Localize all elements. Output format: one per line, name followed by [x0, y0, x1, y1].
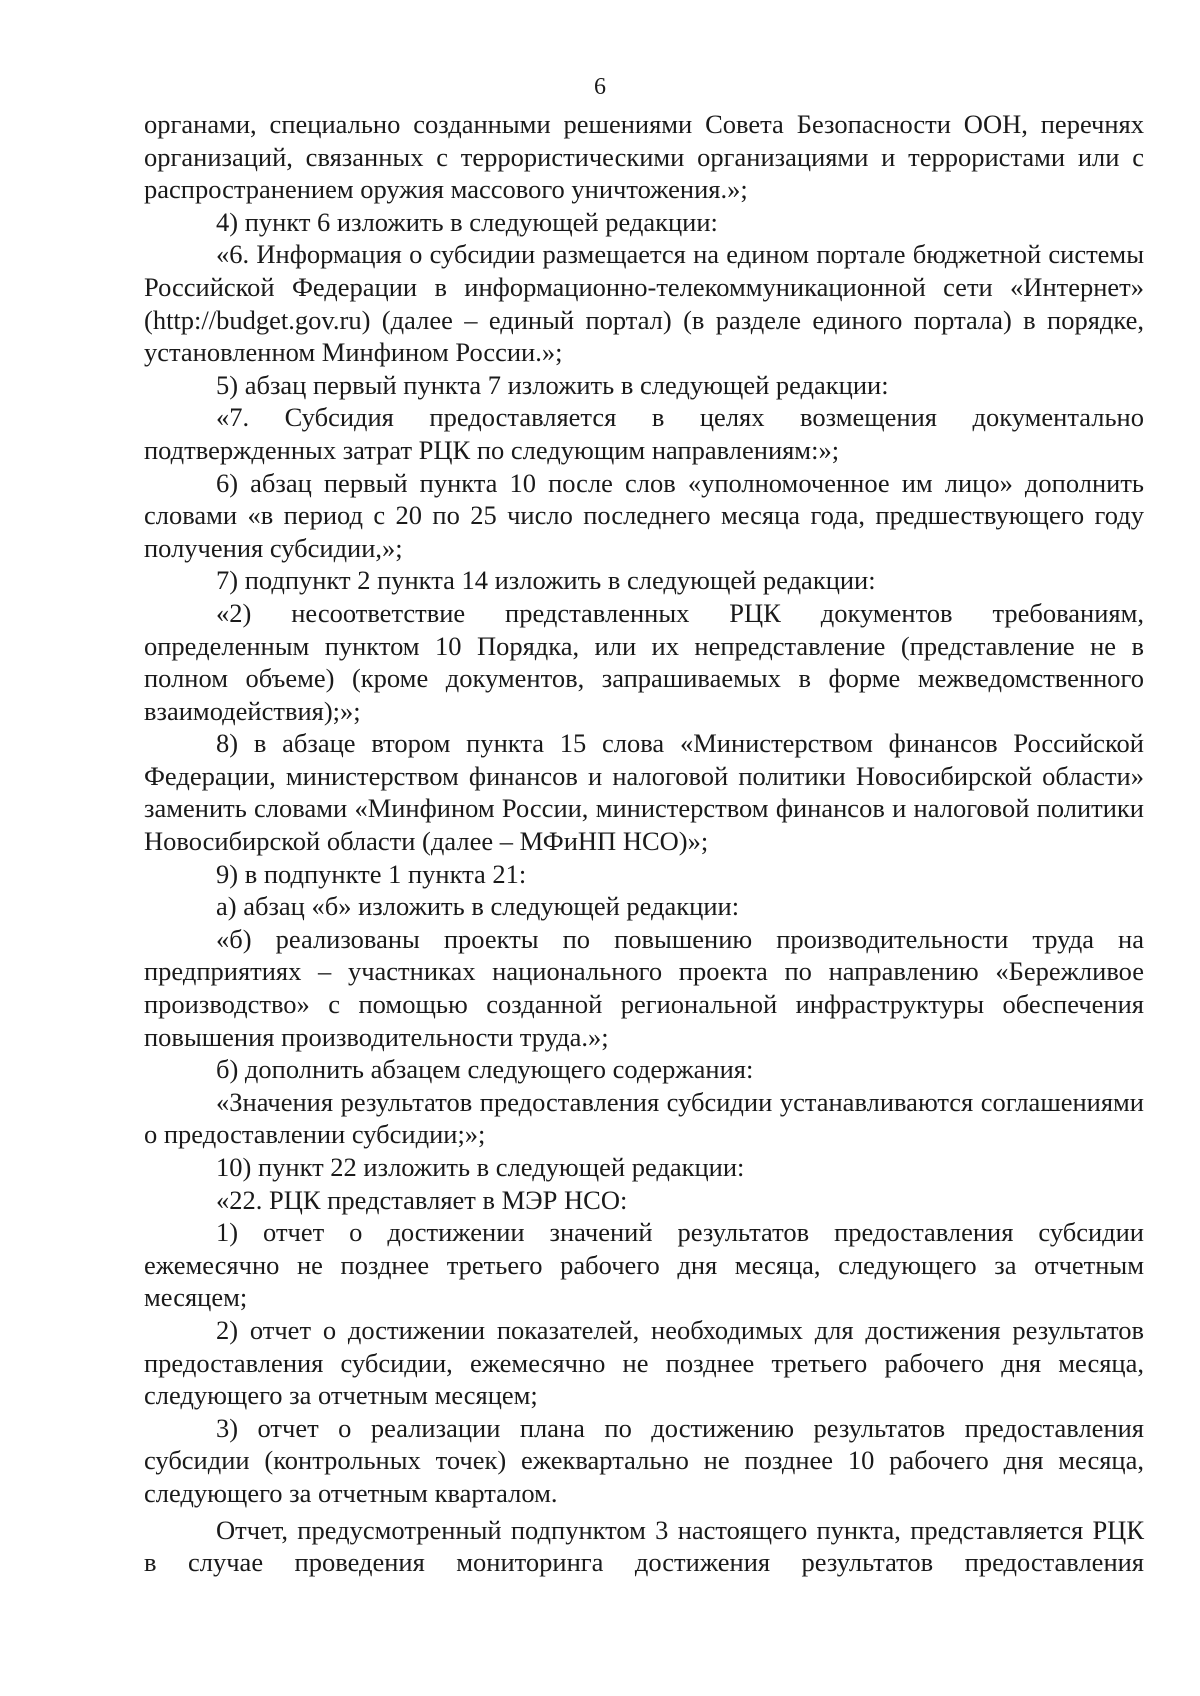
paragraph: 3) отчет о реализации плана по достижению результатов предоставления субсидии (контрольных точек) ежеквартально не позднее 10 рабочего дня месяца, следующего за отчетным кварталом. — [144, 1412, 1144, 1508]
paragraph: органами, специально созданными решениями Совета Безопасности ООН, перечнях организаций, связанных с террористическими организациями и террористами или с распространением оружия массового уничтожения.»; — [144, 109, 1144, 205]
paragraph: «6. Информация о субсидии размещается на едином портале бюджетной системы Российской Федерации в информационно-телекоммуникационной сети «Интернет» (http://budget.gov.ru) (далее – единый портал) (в разделе единого портала) в порядке, установленном Минфином России.»; — [144, 239, 1144, 368]
paragraph: 8) в абзаце втором пункта 15 слова «Министерством финансов Российской Федерации, министерством финансов и налоговой политики Новосибирской области» заменить словами «Минфином России, министерством финансов и налоговой политики Новосибирской области (далее – МФиНП НСО)»; — [144, 728, 1144, 857]
paragraph: 5) абзац первый пункта 7 изложить в следующей редакции: — [216, 369, 889, 400]
paragraph: «7. Субсидия предоставляется в целях возмещения документально подтвержденных затрат РЦК по следующим направлениям:»; — [144, 402, 1144, 465]
paragraph: 2) отчет о достижении показателей, необходимых для достижения результатов предоставления субсидии, ежемесячно не позднее третьего рабочего дня месяца, следующего за отчетным месяцем; — [144, 1314, 1144, 1411]
paragraph: 7) подпункт 2 пункта 14 изложить в следующей редакции: — [216, 565, 876, 596]
paragraph: «22. РЦК представляет в МЭР НСО: — [216, 1184, 628, 1215]
paragraph: 1) отчет о достижении значений результатов предоставления субсидии ежемесячно не позднее третьего рабочего дня месяца, следующего за отчетным месяцем; — [144, 1217, 1144, 1313]
paragraph: «2) несоответствие представленных РЦК документов требованиям, определенным пунктом 10 Порядка, или их непредставление (представление не в полном объеме) (кроме документов, запрашиваемых в форме межведомственного взаимодействия);»; — [144, 597, 1144, 726]
page-number: 6 — [594, 74, 606, 100]
paragraph: Отчет, предусмотренный подпунктом 3 настоящего пункта, представляется РЦК в случае проведения мониторинга достижения результатов предоставления — [144, 1514, 1144, 1578]
paragraph: а) абзац «б» изложить в следующей редакции: — [216, 891, 740, 922]
paragraph: 10) пункт 22 изложить в следующей редакции: — [216, 1152, 745, 1182]
paragraph: «Значения результатов предоставления субсидии устанавливаются соглашениями о предоставлении субсидии;»; — [144, 1086, 1144, 1150]
paragraph: «б) реализованы проекты по повышению производительности труда на предприятиях – участниках национального проекта по направлению «Бережливое производство» с помощью созданной региональной инфраструктуры обеспечения повышения производительности труда.»; — [144, 923, 1144, 1052]
paragraph: 6) абзац первый пункта 10 после слов «уполномоченное им лицо» дополнить словами «в период с 20 по 25 число последнего месяца года, предшествующего году получения субсидии,»; — [144, 467, 1144, 563]
paragraph: б) дополнить абзацем следующего содержания: — [216, 1054, 754, 1085]
document-body — [144, 108, 1144, 1579]
paragraph: 4) пункт 6 изложить в следующей редакции: — [216, 206, 718, 237]
paragraph: 9) в подпункте 1 пункта 21: — [216, 858, 527, 889]
